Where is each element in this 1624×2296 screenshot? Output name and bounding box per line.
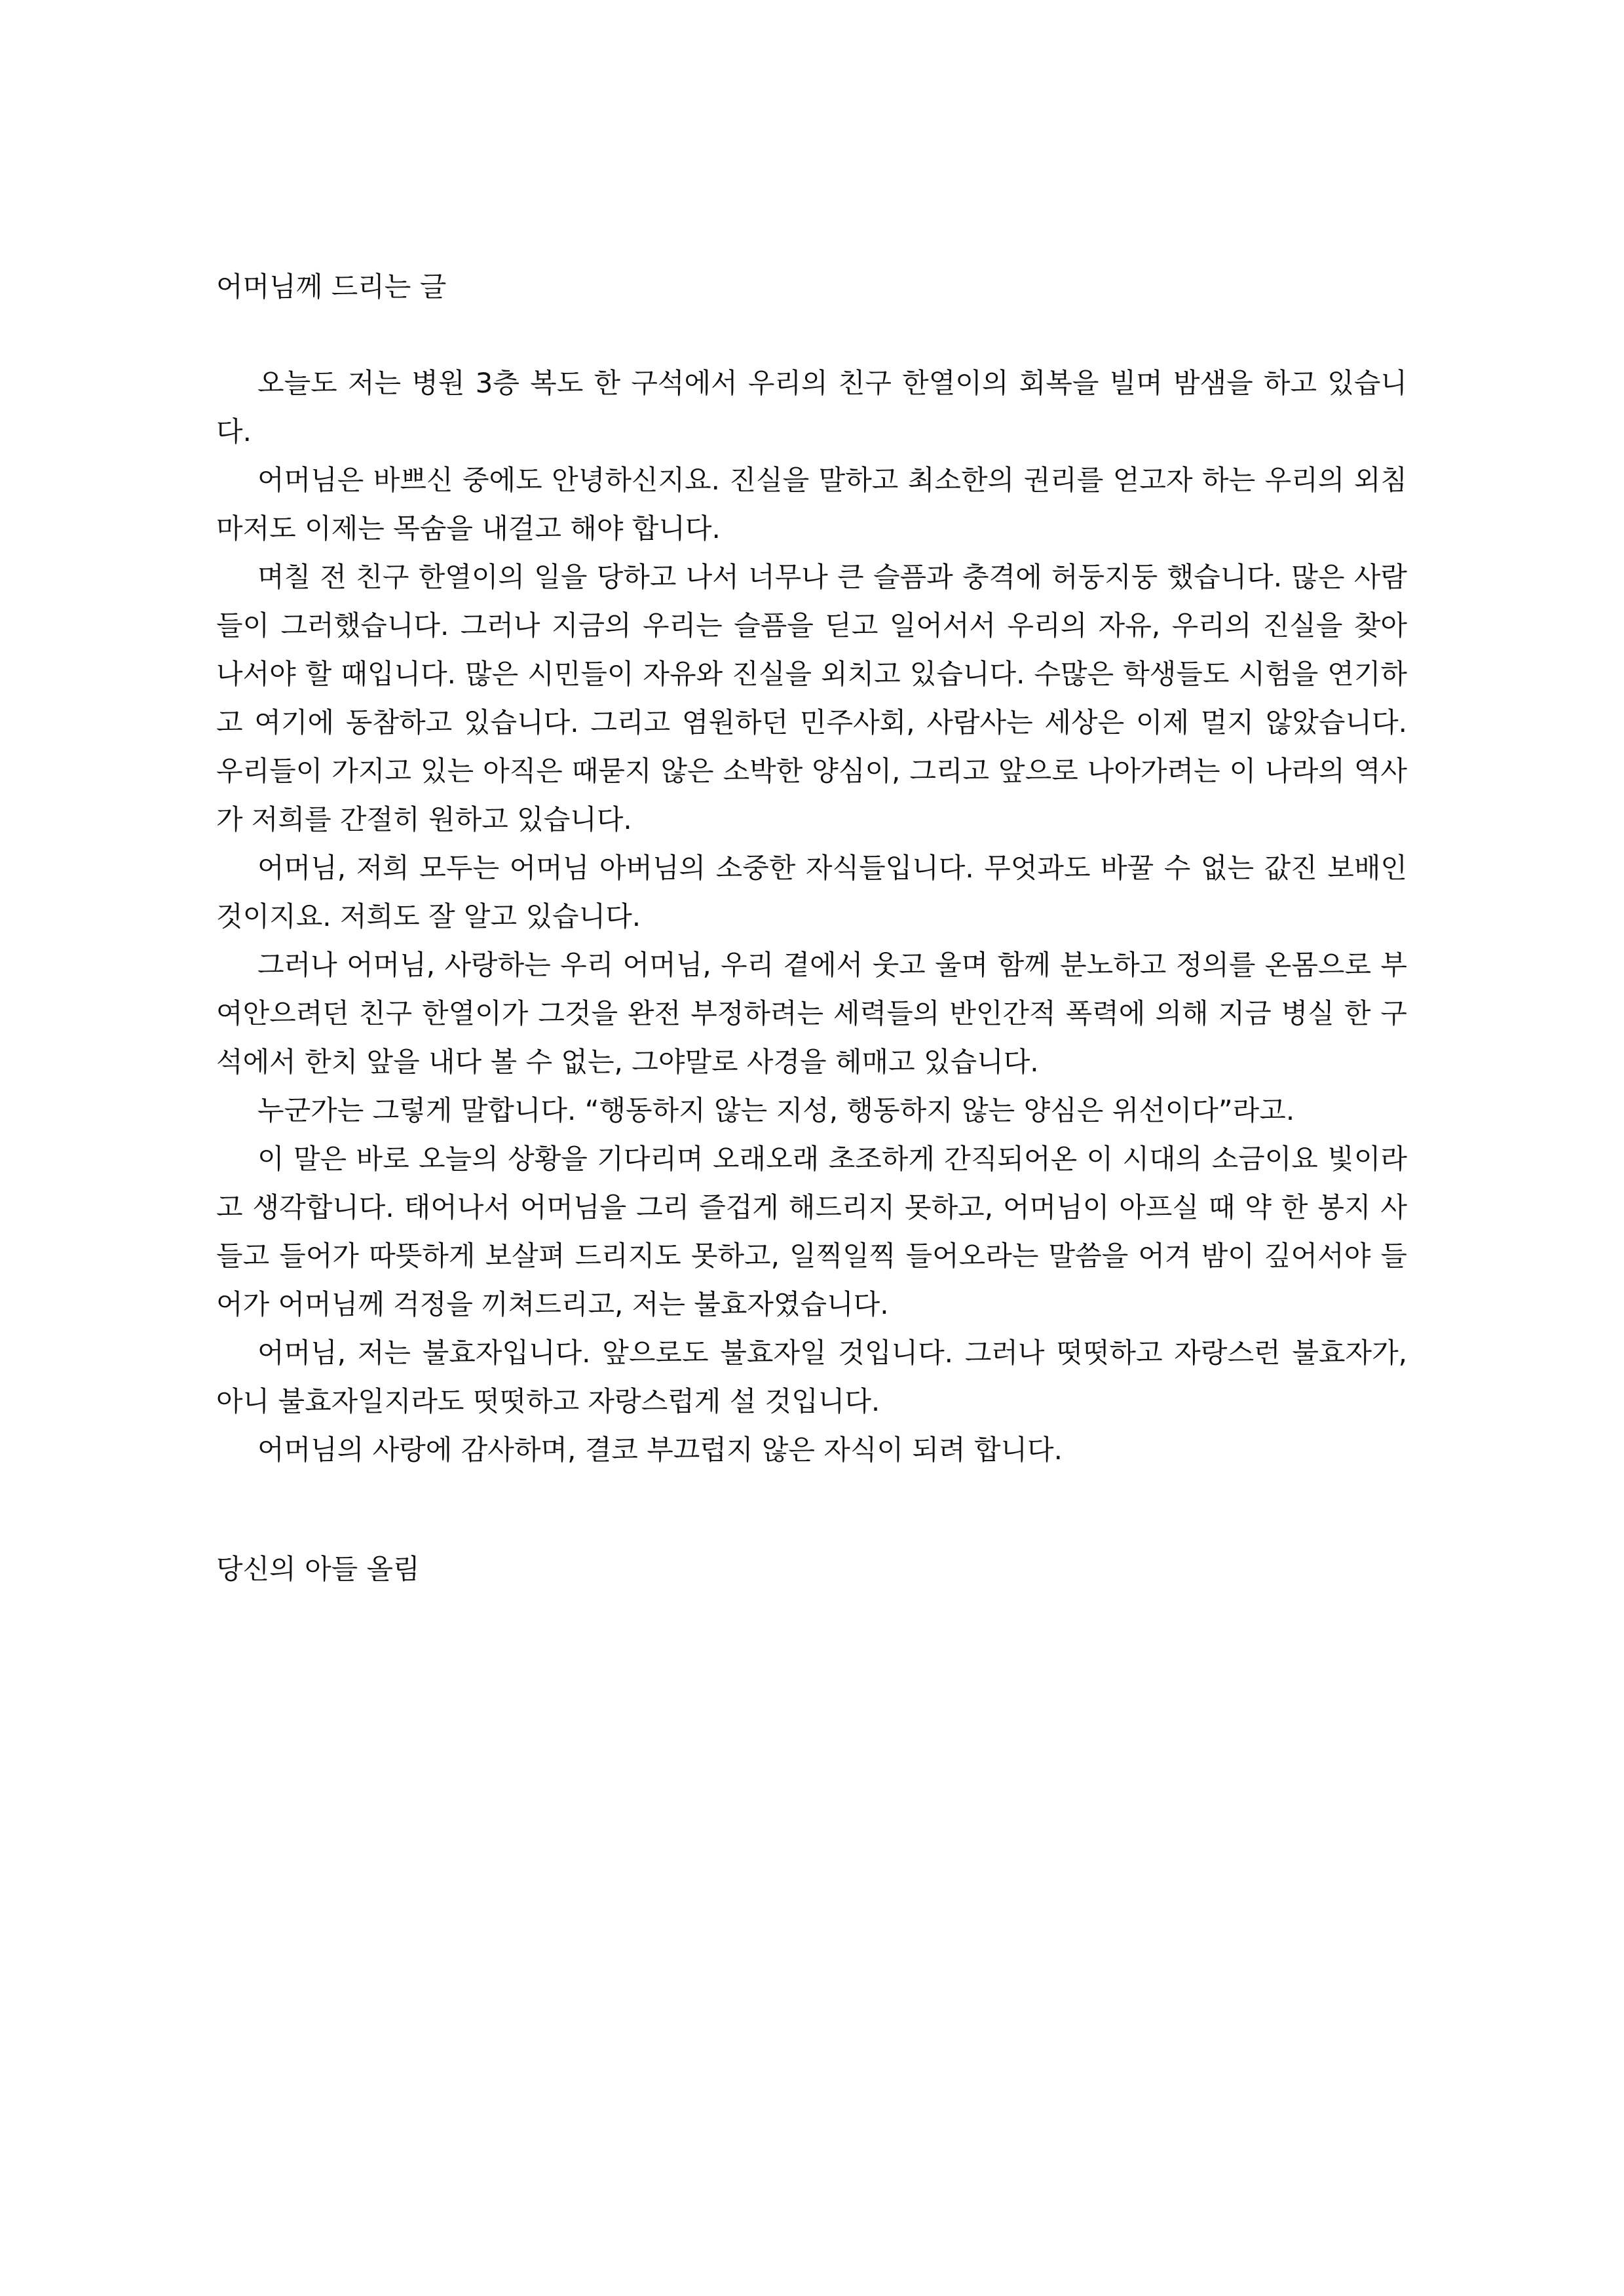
letter-paragraph: 어머님, 저는 불효자입니다. 앞으로도 불효자일 것입니다. 그러나 떳떳하고 자랑스런 불효자가, 아니 불효자일지라도 떳떳하고 자랑스럽게 설 것입니다.	[216, 1337, 1407, 1417]
letter-paragraph: 어머님의 사랑에 감사하며, 결코 부끄럽지 않은 자식이 되려 합니다.	[257, 1434, 1063, 1466]
letter-body	[216, 359, 1407, 1474]
letter-signature: 당신의 아들 올림	[216, 1553, 420, 1585]
letter-paragraph: 오늘도 저는 병원 3층 복도 한 구석에서 우리의 친구 한열이의 회복을 빌며 밤샘을 하고 있습니다.	[216, 367, 1407, 448]
letter-paragraph: 며칠 전 친구 한열이의 일을 당하고 나서 너무나 큰 슬픔과 충격에 허둥지둥 했습니다. 많은 사람들이 그러했습니다. 그러나 지금의 우리는 슬픔을 딛고 일어서서 우리의 자유, 우리의 진실을 찾아 나서야 할 때입니다. 많은 시민들이 자유와 진실을 외치고 있습니다. 수많은 학생들도 시험을 연기하고 여기에 동참하고 있습니다. 그리고 염원하던 민주사회, 사람사는 세상은 이제 멀지 않았습니다. 우리들이 가지고 있는 아직은 때묻지 않은 소박한 양심이, 그리고 앞으로 나아가려는 이 나라의 역사가 저희를 간절히 원하고 있습니다.	[216, 561, 1407, 835]
letter-paragraph: 그러나 어머님, 사랑하는 우리 어머님, 우리 곁에서 웃고 울며 함께 분노하고 정의를 온몸으로 부여안으려던 친구 한열이가 그것을 완전 부정하려는 세력들의 반인간적 폭력에 의해 지금 병실 한 구석에서 한치 앞을 내다 볼 수 없는, 그야말로 사경을 헤매고 있습니다.	[216, 949, 1407, 1078]
letter-paragraph: 어머님, 저희 모두는 어머님 아버님의 소중한 자식들입니다. 무엇과도 바꿀 수 없는 값진 보배인 것이지요. 저희도 잘 알고 있습니다.	[216, 852, 1407, 932]
letter-paragraph: 누군가는 그렇게 말합니다. “행동하지 않는 지성, 행동하지 않는 양심은 위선이다”라고.	[257, 1094, 1295, 1126]
letter-title: 어머님께 드리는 글	[216, 271, 447, 303]
letter-paragraph: 이 말은 바로 오늘의 상황을 기다리며 오래오래 초조하게 간직되어온 이 시대의 소금이요 빛이라고 생각합니다. 태어나서 어머님을 그리 즐겁게 해드리지 못하고, 어머님이 아프실 때 약 한 봉지 사들고 들어가 따뜻하게 보살펴 드리지도 못하고, 일찍일찍 들어오라는 말씀을 어겨 밤이 깊어서야 들어가 어머님께 걱정을 끼쳐드리고, 저는 불효자였습니다.	[216, 1143, 1407, 1320]
letter-paragraph: 어머님은 바쁘신 중에도 안녕하신지요. 진실을 말하고 최소한의 권리를 얻고자 하는 우리의 외침마저도 이제는 목숨을 내걸고 해야 합니다.	[216, 464, 1407, 545]
